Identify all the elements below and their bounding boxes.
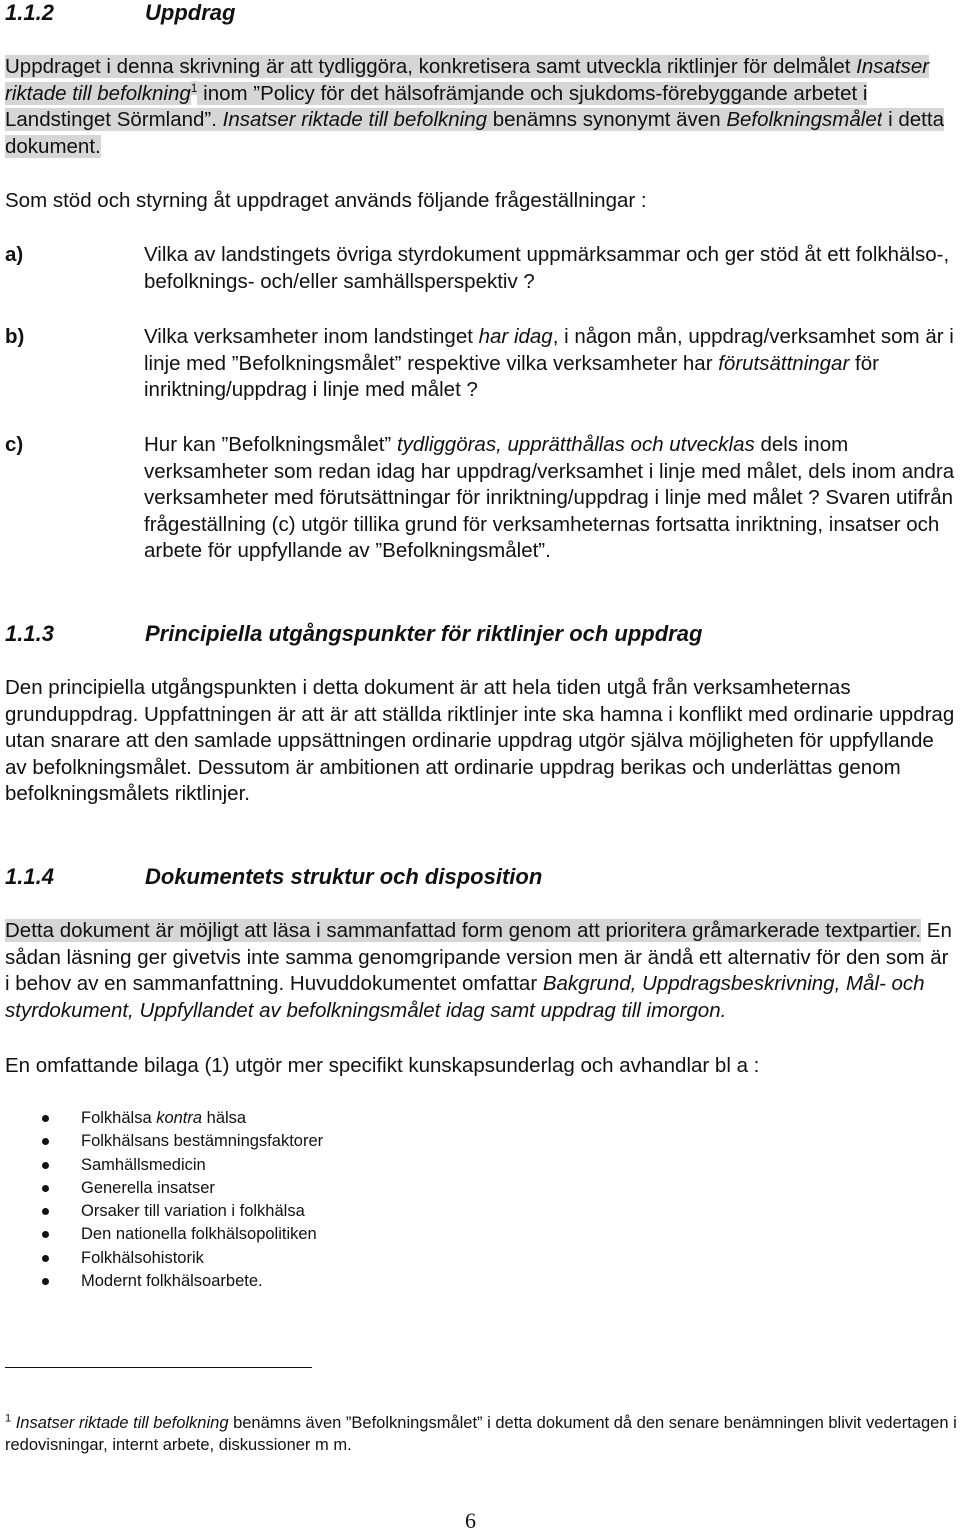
italic-text: Insatser riktade till befolkning [15,1414,229,1432]
question-text: Hur kan ”Befolkningsmålet” tydliggöras, upprätthållas och utvecklas dels inom verksamheter som redan idag har uppdrag/verksamhet i linje med målet, dels inom andra verksamheter med förutsättningar för inriktning/uppdrag i linje med målet ? Svaren utifrån frågeställning (c) utgör tillika grund för verksamheternas fortsatta inriktning, insatser och arbete för uppfyllande av ”Befolkningsmålet”. [144,433,955,562]
list-item: Folkhälsa kontra hälsa [5,1107,323,1130]
section-number: 1.1.3 [5,621,54,646]
footnote-mark: 1 [5,1412,12,1425]
question-text: Vilka verksamheter inom landstinget har idag, i någon mån, uppdrag/verksamhet som är i linje med ”Befolkningsmålet” respektive vilka verksamheter har förutsättningar för inriktning/uppdrag i linje med målet ? [144,325,954,401]
page-number: 6 [465,1508,476,1533]
section-title: Uppdrag [145,0,236,25]
question-label: a) [5,243,24,266]
italic-text: Bakgrund, Uppdragsbeskrivning, Mål- och styrdokument, Uppfyllandet av befolkningsmålet idag samt uppdrag till imorgon. [5,972,925,1022]
gray-text: benämns synonymt även [487,108,727,131]
footnote-separator [5,1367,312,1368]
list-item: Folkhälsans bestämningsfaktorer [5,1130,323,1153]
italic-text: Insatser riktade till befolkning [222,108,488,131]
section-title: Principiella utgångspunkter för riktlinjer och uppdrag [145,621,703,646]
italic-text: Insatser riktade till befolkning [5,55,930,105]
paragraph-uppdrag [5,54,955,160]
section-title: Dokumentets struktur och disposition [145,864,543,889]
section-number: 1.1.2 [5,0,54,25]
footnote-ref: 1 [190,80,198,95]
gray-text: i detta dokument. [5,108,944,158]
gray-text: inom ”Policy för det hälsofrämjande och sjukdoms-förebyggande arbetet i Landstinget Sörmland”. [5,81,868,131]
gray-text: Uppdraget i denna skrivning är att tydliggöra, konkretisera samt utveckla riktlinjer för delmålet [5,55,857,78]
list-item: Samhällsmedicin [5,1154,323,1177]
list-item: Folkhälsohistorik [5,1247,323,1270]
paragraph-principiella: Den principiella utgångspunkten i detta dokument är att hela tiden utgå från verksamheternas grunduppdrag. Uppfattningen är att är att ställda riktlinjer inte ska hamna i konflikt med ordinarie uppdrag utan snarare att den samlade uppsättningen ordinarie uppdrag utgör själva möjligheten för uppfyllande av befolkningsmålet. Dessutom är ambitionen att ordinarie uppdrag berikas och underlättas genom befolkningsmålets riktlinjer. [5,676,955,805]
question-text: Vilka av landstingets övriga styrdokument uppmärksammar och ger stöd åt ett folkhälso-, befolknings- och/eller samhällsperspektiv ? [144,243,950,293]
list-item: Den nationella folkhälsopolitiken [5,1223,323,1246]
paragraph-struktur: Detta dokument är möjligt att läsa i sammanfattad form genom att prioritera gråmarkerade textpartier. En sådan läsning ger givetvis inte samma genomgripande version men är ändå ett alternativ för den som är i behov av en sammanfattning. Huvuddokumentet omfattar Bakgrund, Uppdragsbeskrivning, Mål- och styrdokument, Uppfyllandet av befolkningsmålet idag samt uppdrag till imorgon. [5,919,952,1022]
paragraph-bilaga: En omfattande bilaga (1) utgör mer specifikt kunskapsunderlag och avhandlar bl a : [5,1054,760,1077]
section-number: 1.1.4 [5,864,54,889]
question-label: c) [5,433,24,456]
list-item: Generella insatser [5,1177,323,1200]
list-item: Modernt folkhälsoarbete. [5,1270,323,1293]
question-label: b) [5,325,25,348]
questions-intro: Som stöd och styrning åt uppdraget används följande frågeställningar : [5,189,647,212]
section-heading-1-1-4 [5,864,542,890]
section-heading-1-1-2 [5,0,235,26]
footnote: $^1$ Insatser riktade till befolkning benämns även ”Befolkningsmålet” i detta dokument då den senare benämningen blivit vedertagen i redovisningar, internt arbete, diskussioner m m. [5,1412,957,1454]
topic-list [5,1107,323,1293]
italic-text: Befolkningsmålet [726,108,883,131]
gray-text: Detta dokument är möjligt att läsa i sammanfattad form genom att prioritera gråmarkerade textpartier. [5,919,922,942]
list-item: Orsaker till variation i folkhälsa [5,1200,323,1223]
section-heading-1-1-3 [5,621,702,647]
